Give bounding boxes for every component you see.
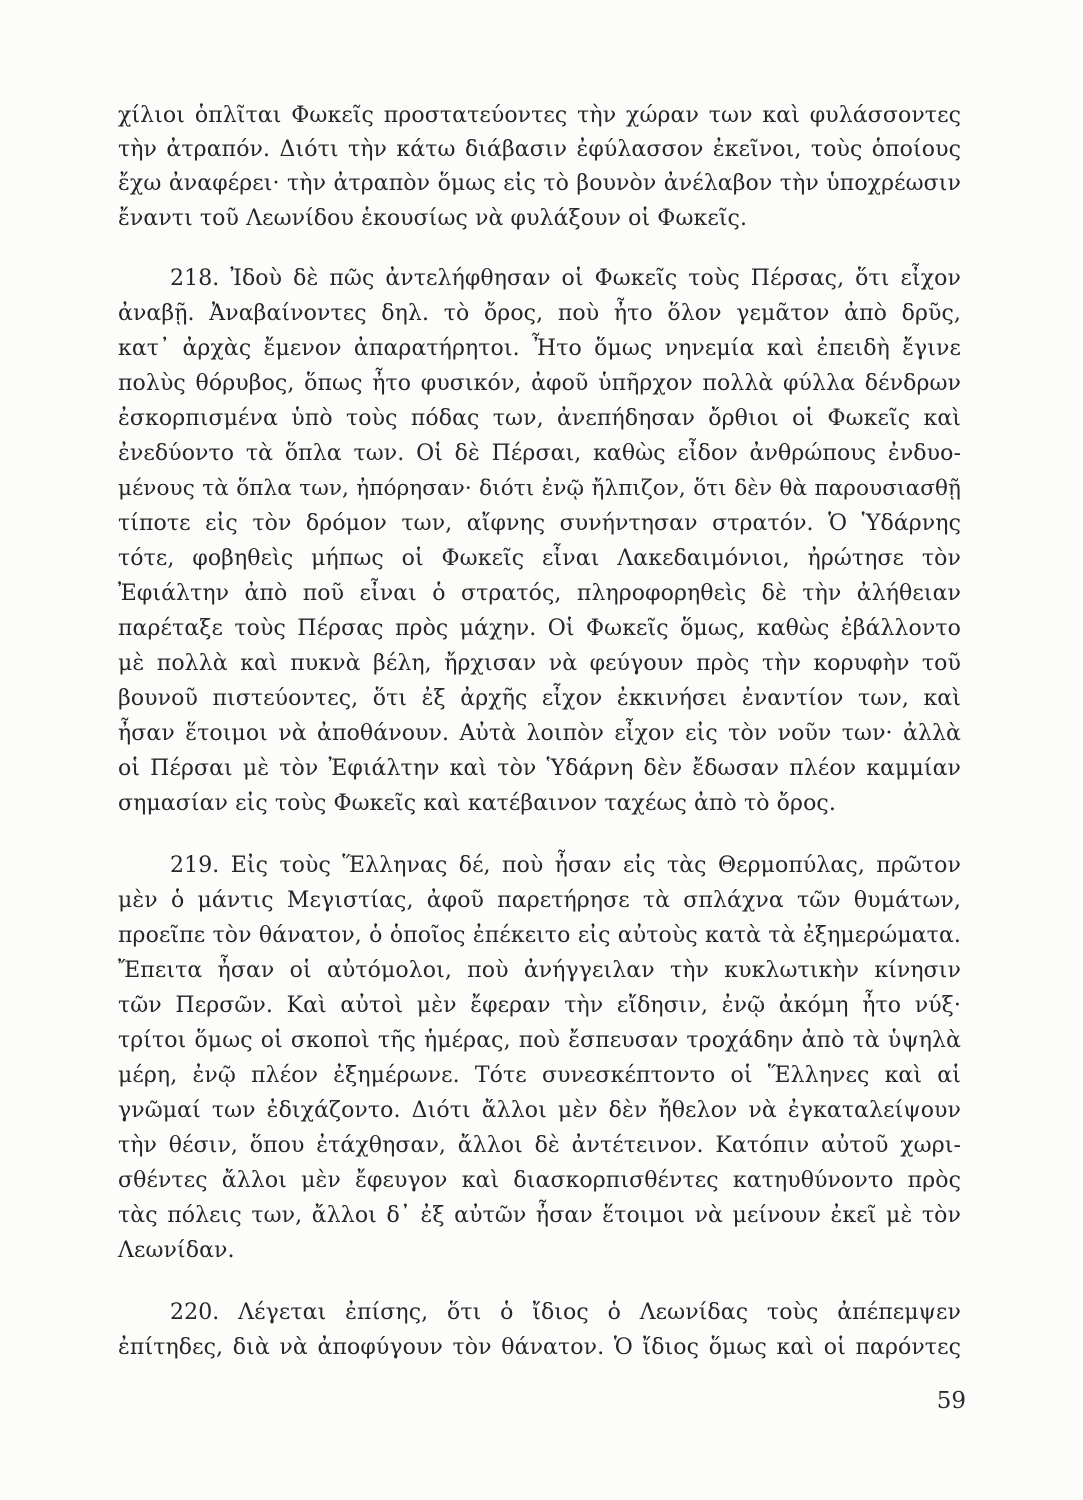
text-line: μὲ πολλὰ καὶ πυκνὰ βέλη, ἤρχισαν νὰ φεύγουν πρὸς τὴν κορυφὴν τοῦ	[118, 651, 961, 676]
text-line: μέρη, ἐνῷ πλέον ἐξημέρωνε. Τότε συνεσκέπτοντο οἱ Ἕλληνες καὶ αἱ	[118, 1063, 961, 1088]
text-line: τίποτε εἰς τὸν δρόμον των, αἴφνης συνήντησαν στρατόν. Ὁ Ὑδάρνης	[118, 511, 961, 536]
text-line: Ἐφιάλτην ἀπὸ ποῦ εἶναι ὁ στρατός, πληροφορηθεὶς δὲ τὴν ἀλήθειαν	[118, 581, 961, 606]
section-219-first-line: 219. Εἰς τοὺς Ἕλληνας δέ, ποὺ ἦσαν εἰς τὰς Θερμοπύλας, πρῶτον	[170, 853, 961, 878]
text-line: τὰς πόλεις των, ἄλλοι δ᾽ ἐξ αὐτῶν ἦσαν ἕτοιμοι νὰ μείνουν ἐκεῖ μὲ τὸν	[118, 1203, 961, 1228]
text-line: μένους τὰ ὅπλα των, ἠπόρησαν· διότι ἐνῷ ἤλπιζον, ὅτι δὲν θὰ παρουσιασθῇ	[118, 476, 961, 501]
text-line: τὴν θέσιν, ὅπου ἐτάχθησαν, ἄλλοι δὲ ἀντέτεινον. Κατόπιν αὐτοῦ χωρι-	[118, 1133, 961, 1158]
text-line: ἐνεδύοντο τὰ ὅπλα των. Οἱ δὲ Πέρσαι, καθὼς εἶδον ἀνθρώπους ἐνδυο-	[118, 441, 961, 466]
text-line: παρέταξε τοὺς Πέρσας πρὸς μάχην. Οἱ Φωκεῖς ὅμως, καθὼς ἐβάλλοντο	[118, 616, 961, 641]
text-line: ἀναβῇ. Ἀναβαίνοντες δηλ. τὸ ὄρος, ποὺ ἦτο ὅλον γεμᾶτον ἀπὸ δρῦς,	[118, 301, 961, 326]
section-218-first-line: 218. Ἰδοὺ δὲ πῶς ἀντελήφθησαν οἱ Φωκεῖς τοὺς Πέρσας, ὅτι εἶχον	[170, 266, 961, 291]
section-220-first-line: 220. Λέγεται ἐπίσης, ὅτι ὁ ἴδιος ὁ Λεωνίδας τοὺς ἀπέπεμψεν	[170, 1300, 961, 1325]
text-line: πολὺς θόρυβος, ὅπως ἦτο φυσικόν, ἀφοῦ ὑπῆρχον πολλὰ φύλλα δένδρων	[118, 371, 961, 396]
text-line: ἐσκορπισμένα ὑπὸ τοὺς πόδας των, ἀνεπήδησαν ὄρθιοι οἱ Φωκεῖς καὶ	[118, 406, 961, 431]
text-line: σημασίαν εἰς τοὺς Φωκεῖς καὶ κατέβαινον ταχέως ἀπὸ τὸ ὄρος.	[118, 791, 836, 816]
text-line: τὴν ἀτραπόν. Διότι τὴν κάτω διάβασιν ἐφύλασσον ἐκεῖνοι, τοὺς ὁποίους	[118, 137, 961, 162]
text-line: ἔναντι τοῦ Λεωνίδου ἑκουσίως νὰ φυλάξουν οἱ Φωκεῖς.	[118, 206, 748, 231]
text-line: βουνοῦ πιστεύοντες, ὅτι ἐξ ἀρχῆς εἶχον ἐκκινήσει ἐναντίον των, καὶ	[118, 686, 961, 711]
text-line: ἔχω ἀναφέρει· τὴν ἀτραπὸν ὅμως εἰς τὸ βουνὸν ἀνέλαβον τὴν ὑποχρέωσιν	[118, 171, 961, 196]
text-line: τῶν Περσῶν. Καὶ αὐτοὶ μὲν ἔφεραν τὴν εἴδησιν, ἐνῷ ἀκόμη ἦτο νύξ·	[118, 993, 961, 1018]
text-line: κατ᾽ ἀρχὰς ἔμενον ἀπαρατήρητοι. Ἦτο ὅμως νηνεμία καὶ ἐπειδὴ ἔγινε	[118, 336, 961, 361]
text-line: σθέντες ἄλλοι μὲν ἔφευγον καὶ διασκορπισθέντες κατηυθύνοντο πρὸς	[118, 1168, 961, 1193]
text-line: προεῖπε τὸν θάνατον, ὁ ὁποῖος ἐπέκειτο εἰς αὐτοὺς κατὰ τὰ ἐξημερώματα.	[118, 923, 961, 948]
text-line: Ἔπειτα ἦσαν οἱ αὐτόμολοι, ποὺ ἀνήγγειλαν τὴν κυκλωτικὴν κίνησιν	[118, 958, 961, 983]
text-line: τρίτοι ὅμως οἱ σκοποὶ τῆς ἡμέρας, ποὺ ἔσπευσαν τροχάδην ἀπὸ τὰ ὑψηλὰ	[118, 1028, 961, 1053]
text-line: χίλιοι ὁπλῖται Φωκεῖς προστατεύοντες τὴν χώραν των καὶ φυλάσσοντες	[118, 103, 961, 128]
text-line: γνῶμαί των ἐδιχάζοντο. Διότι ἄλλοι μὲν δὲν ἤθελον νὰ ἐγκαταλείψουν	[118, 1098, 961, 1123]
text-line: ἦσαν ἕτοιμοι νὰ ἀποθάνουν. Αὐτὰ λοιπὸν εἶχον εἰς τὸν νοῦν των· ἀλλὰ	[118, 721, 961, 746]
text-line: Λεωνίδαν.	[118, 1238, 235, 1263]
text-line: οἱ Πέρσαι μὲ τὸν Ἐφιάλτην καὶ τὸν Ὑδάρνη δὲν ἔδωσαν πλέον καμμίαν	[118, 756, 961, 781]
text-line: μὲν ὁ μάντις Μεγιστίας, ἀφοῦ παρετήρησε τὰ σπλάχνα τῶν θυμάτων,	[118, 888, 961, 913]
text-line: τότε, φοβηθεὶς μήπως οἱ Φωκεῖς εἶναι Λακεδαιμόνιοι, ἠρώτησε τὸν	[118, 546, 961, 571]
page-number: 59	[936, 1388, 966, 1414]
text-line: ἐπίτηδες, διὰ νὰ ἀποφύγουν τὸν θάνατον. Ὁ ἴδιος ὅμως καὶ οἱ παρόντες	[118, 1335, 961, 1360]
